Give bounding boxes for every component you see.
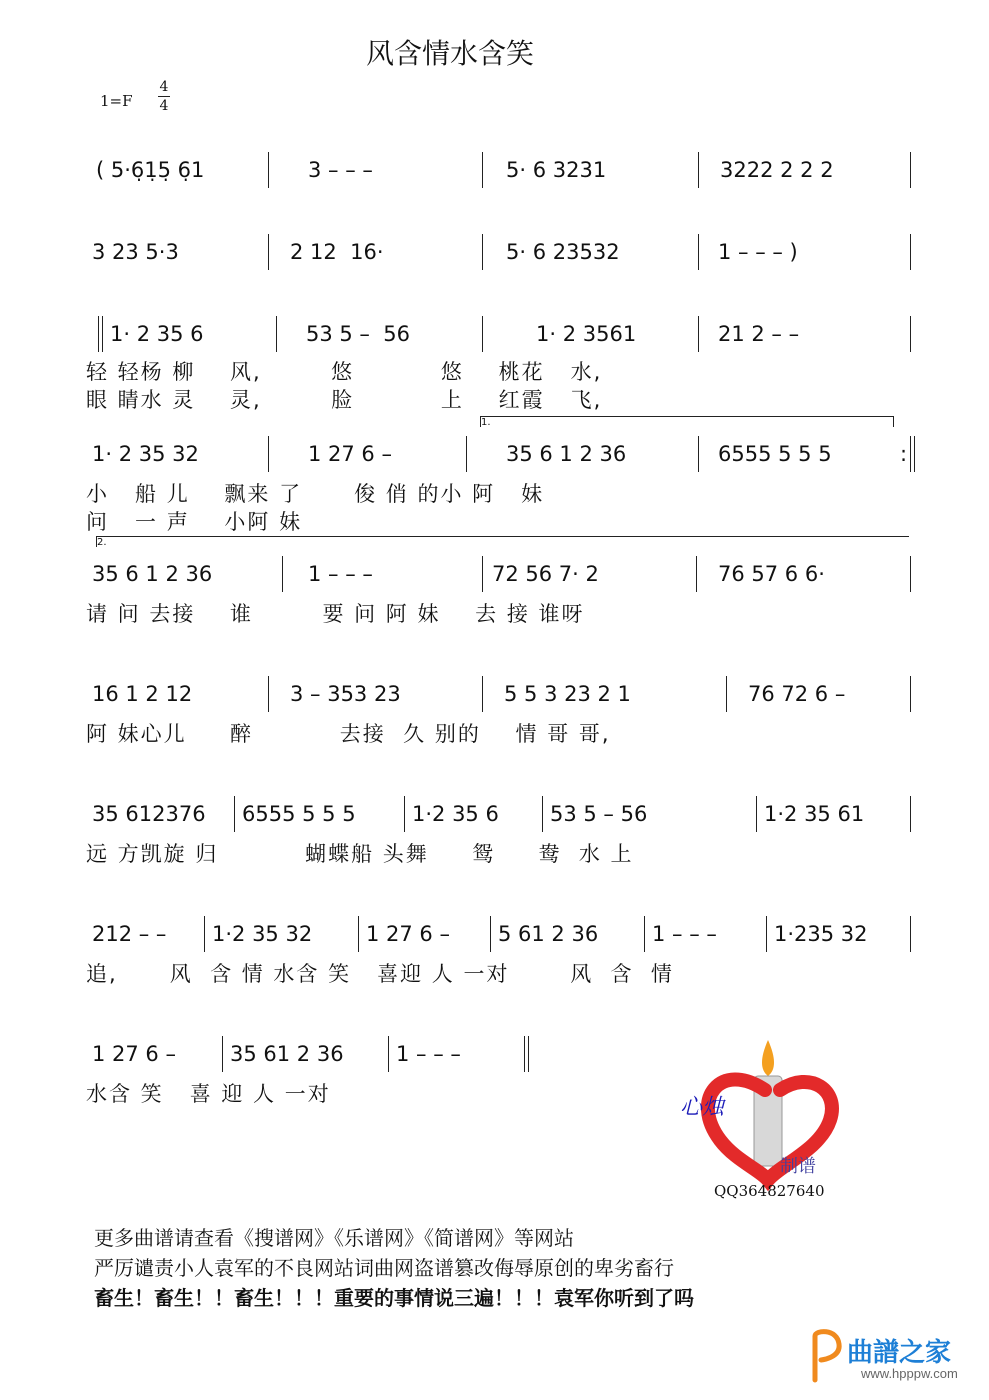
measure: 6555 5 5 5 — [242, 802, 356, 826]
measure: 76 72 6 – — [748, 682, 846, 706]
measure: 2 12 16· — [290, 240, 384, 264]
brand-name: 曲譜之家 — [847, 1338, 952, 1368]
measure: 1 – – – — [308, 562, 373, 586]
measure: 3 23 5·3 — [92, 240, 179, 264]
volta-2 — [96, 536, 909, 547]
brand-logo-icon — [807, 1326, 847, 1386]
brand-watermark — [807, 1326, 977, 1386]
measure: 1 – – – — [652, 922, 717, 946]
measure: 6555 5 5 5 — [718, 442, 832, 466]
brand-url: www.hpppw.com — [861, 1366, 958, 1381]
measure: 1· 2 35 32 — [92, 442, 199, 466]
lyric-line: 眼 睛水 灵 灵, 脸 上 红霞 飞, — [86, 388, 603, 412]
staff-row-1 — [86, 148, 916, 196]
staff-row-8 — [86, 912, 916, 960]
key-signature: 1=F — [100, 92, 133, 110]
staff-row-6 — [86, 672, 916, 720]
measure: 21 2 – – — [718, 322, 800, 346]
measure: 76 57 6 6· — [718, 562, 825, 586]
staff-row-7 — [86, 792, 916, 840]
measure: 1· 2 35 6 — [110, 322, 204, 346]
lyric-line: 阿 妹心儿 醉 去接 久 别的 情 哥 哥, — [86, 722, 611, 746]
lyric-line: 水含 笑 喜 迎 人 一对 — [86, 1082, 331, 1106]
staff-row-3 — [86, 312, 916, 360]
measure: 1 27 6 – — [308, 442, 392, 466]
volta-1 — [480, 416, 894, 427]
lyric-line: 请 问 去接 谁 要 问 阿 妹 去 接 谁呀 — [86, 602, 585, 626]
measure: 1·2 35 32 — [212, 922, 313, 946]
measure: 3222 2 2 2 — [720, 158, 834, 182]
measure: 72 56 7· 2 — [492, 562, 599, 586]
measure: 5· 6 23532 — [506, 240, 620, 264]
measure: 1· 2 3561 — [536, 322, 637, 346]
lyric-line: 轻 轻杨 柳 风, 悠 悠 桃花 水, — [86, 360, 603, 384]
measure: ( 5·6̣1̣5̣ 6̣1 — [96, 158, 205, 182]
measure: 35 6 1 2 36 — [92, 562, 213, 586]
measure: 1 27 6 – — [366, 922, 450, 946]
measure: 1·235 32 — [774, 922, 868, 946]
logo-side-text: 制谱 — [780, 1156, 816, 1177]
time-signature — [156, 78, 172, 115]
measure: 5 5 3 23 2 1 — [504, 682, 631, 706]
lyric-line: 小 船 儿 飘来 了 俊 俏 的小 阿 妹 — [86, 482, 545, 506]
measure: 35 61 2 36 — [230, 1042, 344, 1066]
staff-row-5 — [86, 552, 916, 600]
measure: 35 6 1 2 36 — [506, 442, 627, 466]
measure: 1·2 35 6 — [412, 802, 499, 826]
time-signature-top: 4 — [159, 79, 169, 95]
time-signature-bottom: 4 — [159, 98, 169, 114]
measure: 53 5 – 56 — [550, 802, 648, 826]
repeat-dots: : — [900, 442, 908, 466]
footer-line-3: 畜生！畜生！！畜生！！！重要的事情说三遍！！！袁军你听到了吗 — [94, 1286, 694, 1310]
measure: 5· 6 3231 — [506, 158, 607, 182]
staff-row-4 — [86, 432, 916, 480]
candle-logo — [680, 1030, 850, 1210]
lyric-line: 问 一 声 小阿 妹 — [86, 510, 303, 534]
measure: 1 – – – ) — [718, 240, 798, 264]
song-title: 风含情水含笑 — [365, 37, 534, 70]
logo-text: 心烛 — [680, 1095, 725, 1120]
volta-label: 2. — [97, 537, 107, 548]
volta-label: 1. — [481, 417, 491, 428]
footer-line-1: 更多曲谱请查看《搜谱网》《乐谱网》《简谱网》等网站 — [94, 1226, 574, 1250]
measure: 53 5 – 56 — [306, 322, 411, 346]
measure: 1·2 35 61 — [764, 802, 865, 826]
measure: 212 – – — [92, 922, 167, 946]
measure: 3 – 353 23 — [290, 682, 401, 706]
measure: 3 – – – — [308, 158, 373, 182]
logo-qq: QQ364827640 — [714, 1182, 825, 1200]
measure: 35 612376 — [92, 802, 206, 826]
measure: 5 61 2 36 — [498, 922, 599, 946]
lyric-line: 追, 风 含 情 水含 笑 喜迎 人 一对 风 含 情 — [86, 962, 674, 986]
footer-line-2: 严厉谴责小人袁军的不良网站词曲网盗谱篡改侮辱原创的卑劣畜行 — [94, 1256, 674, 1280]
lyric-line: 远 方凯旋 归 蝴蝶船 头舞 鸳 鸯 水 上 — [86, 842, 634, 866]
measure: 16 1 2 12 — [92, 682, 193, 706]
measure: 1 – – – — [396, 1042, 461, 1066]
staff-row-2 — [86, 230, 916, 278]
measure: 1 27 6 – — [92, 1042, 176, 1066]
